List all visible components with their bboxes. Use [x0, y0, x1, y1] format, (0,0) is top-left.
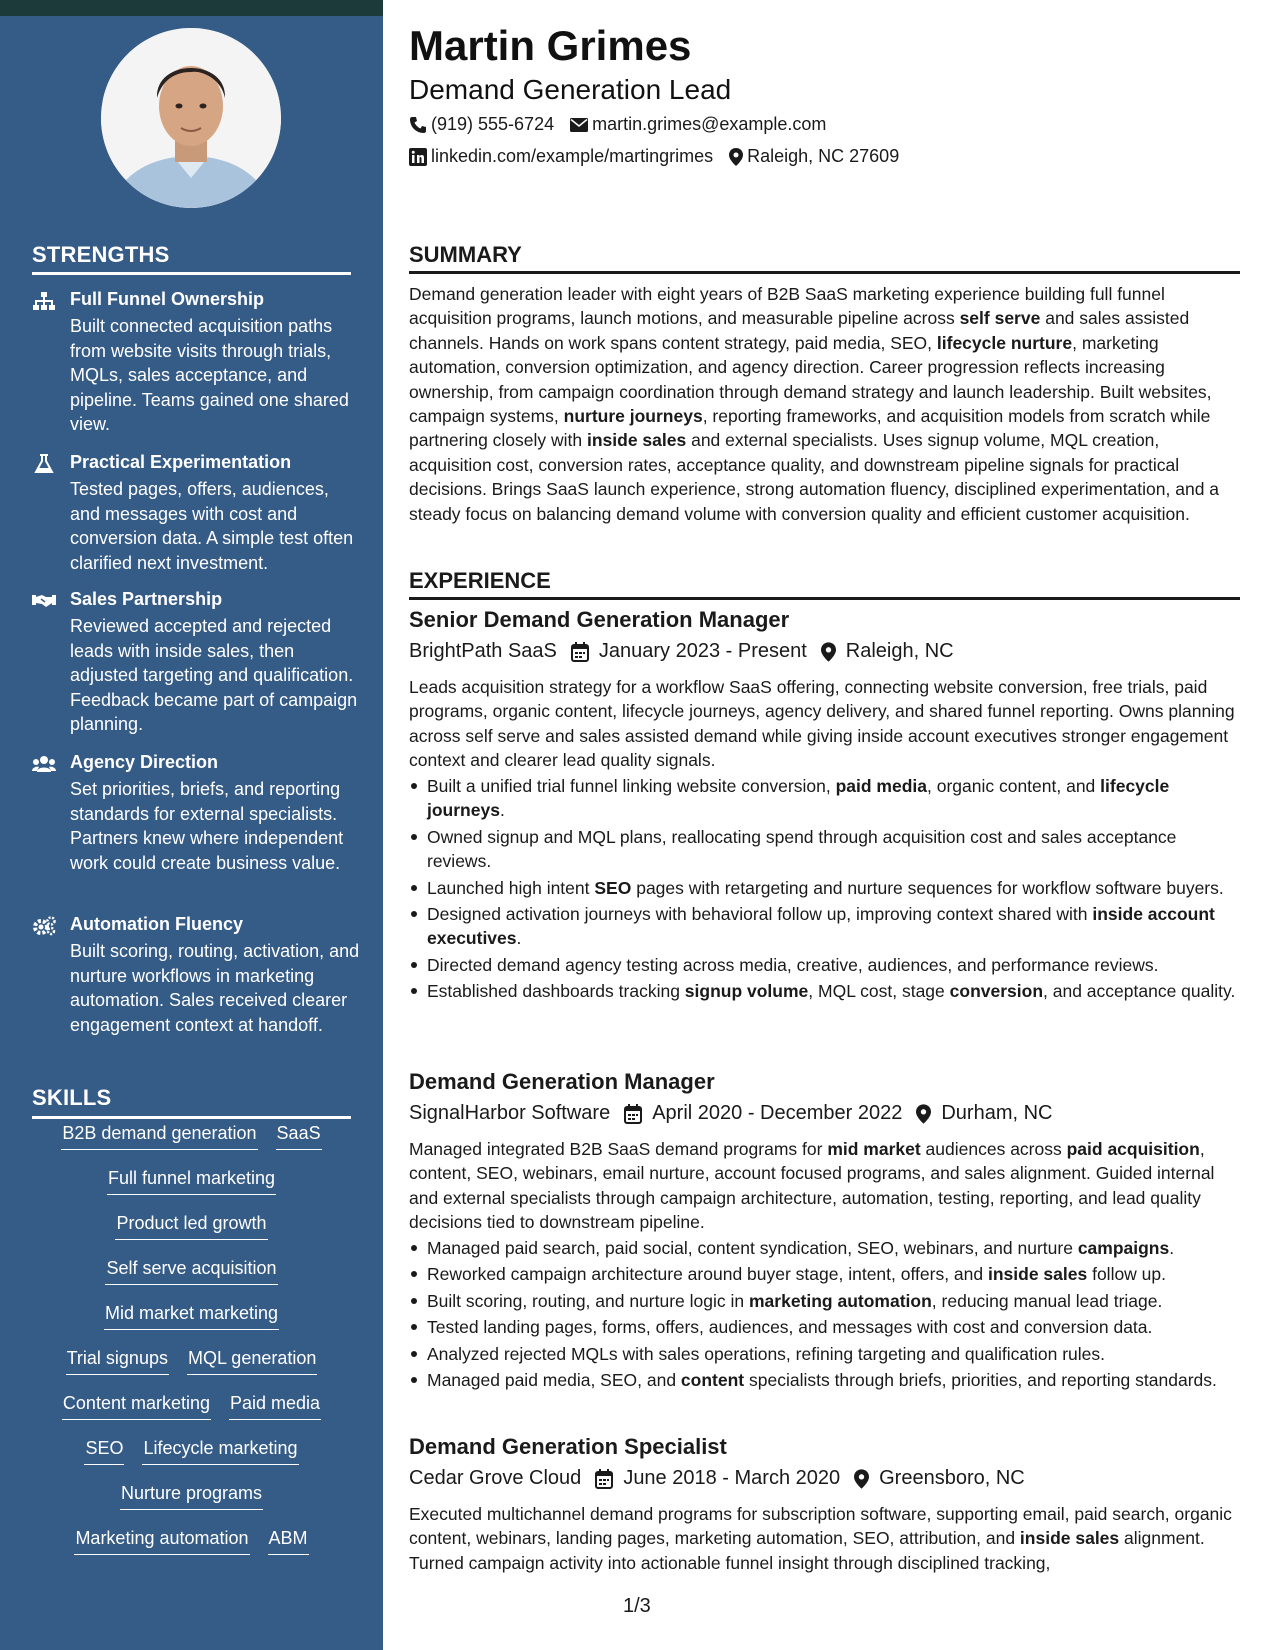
job-title: Demand Generation Specialist: [409, 1434, 727, 1459]
dates-text: January 2023 - Present: [598, 640, 807, 662]
top-border: [383, 0, 1275, 4]
text-run: Reworked campaign architecture around buyer stage, intent, offers, and: [427, 1264, 988, 1285]
linkedin-icon: [409, 148, 427, 166]
skill-tag: Full funnel marketing: [107, 1165, 276, 1195]
bullet-item: [409, 1289, 1240, 1313]
strength-description: Built connected acquisition paths from website visits through trials, MQLs, sales acceptance, and pipeline. Teams gained one shared view.: [70, 316, 349, 434]
skill-tag: MQL generation: [187, 1345, 317, 1375]
skill-tag: Trial signups: [66, 1345, 169, 1375]
job-description: [409, 675, 1240, 773]
candidate-title: Demand Generation Lead: [409, 74, 732, 105]
job-title: Senior Demand Generation Manager: [409, 607, 790, 632]
bullet-item: [409, 825, 1240, 874]
phone-contact: [409, 114, 554, 135]
map-pin-icon: [729, 148, 743, 166]
skill-tag: Mid market marketing: [104, 1300, 279, 1330]
text-run: .: [516, 928, 522, 949]
location-text: Raleigh, NC: [845, 640, 954, 662]
skill-row: [32, 1300, 351, 1345]
skill-tag: Paid media: [229, 1390, 321, 1420]
skills-rule: [32, 1116, 351, 1119]
users-icon: [32, 754, 56, 774]
text-run: , and acceptance quality.: [1043, 981, 1236, 1002]
emphasis-text: signup volume: [684, 981, 809, 1002]
skill-tag: Content marketing: [62, 1390, 211, 1420]
location-text: Greensboro, NC: [879, 1467, 1025, 1489]
skill-row: [32, 1390, 351, 1435]
text-run: Leads acquisition strategy for a workflow SaaS offering, connecting website conversion, free trials, paid programs, organic content, lifecycle journeys, agency delivery, and shared funnel reporting. Owns planning across self serve and sales assisted demand while giving inside account executives stronger engagement context and clearer lead quality signals.: [409, 677, 1235, 771]
job-bullets: [409, 774, 1240, 1006]
emphasis-text: inside sales: [1019, 1528, 1120, 1549]
contact-row: [409, 114, 842, 135]
text-run: Managed integrated B2B SaaS demand programs for: [409, 1139, 828, 1159]
emphasis-text: SEO: [594, 877, 632, 898]
text-run: Launched high intent: [427, 877, 595, 898]
contact-row: [409, 146, 915, 167]
text-run: Established dashboards tracking: [427, 981, 685, 1002]
company: [409, 640, 557, 663]
text-run: Managed paid media, SEO, and: [427, 1370, 681, 1391]
strength-title: Automation Fluency: [70, 914, 244, 934]
skill-tag: Nurture programs: [120, 1480, 263, 1510]
emphasis-text: conversion: [949, 981, 1044, 1002]
calendar-icon: [571, 642, 589, 662]
skill-tag: Product led growth: [115, 1210, 267, 1240]
strength-title: Agency Direction: [70, 752, 219, 772]
bullet-item: [409, 1262, 1240, 1286]
text-run: follow up.: [1087, 1264, 1167, 1285]
emphasis-text: marketing automation: [748, 1290, 932, 1311]
linkedin-url[interactable]: linkedin.com/example/martingrimes: [431, 146, 714, 166]
skill-row: [32, 1165, 351, 1210]
company-name: Cedar Grove Cloud: [409, 1467, 582, 1489]
emphasis-text: paid acquisition: [1066, 1139, 1200, 1159]
text-run: , marketing automation, conversion optimization, and agency direction. Career progression reflects increasing ownership, from campaign coordination through demand strategy and launch leadership. Built websites, campaign systems,: [409, 332, 1212, 427]
skill-tag: Self serve acquisition: [105, 1255, 277, 1285]
skill-tag: B2B demand generation: [61, 1120, 257, 1150]
text-run: , organic content, and: [926, 776, 1101, 796]
skill-tag: SEO: [84, 1435, 124, 1465]
job-location: [854, 1467, 1025, 1490]
bullet-item: [409, 876, 1240, 900]
job-bullets: [409, 1236, 1240, 1394]
text-run: , reducing manual lead triage.: [931, 1290, 1163, 1311]
text-run: Designed activation journeys with behavioral follow up, improving context shared with: [427, 904, 1093, 925]
job-meta: [409, 1467, 1039, 1490]
emphasis-text: inside sales: [987, 1264, 1088, 1285]
text-run: Built a unified trial funnel linking website conversion,: [427, 776, 836, 796]
job-meta: [409, 1102, 1067, 1125]
emphasis-text: campaigns: [1077, 1238, 1170, 1258]
bullet-item: [409, 953, 1240, 977]
strengths-rule: [32, 272, 351, 275]
strength-description: Reviewed accepted and rejected leads with inside sales, then adjusted targeting and qualification. Feedback became part of campaign planning.: [70, 616, 358, 734]
skill-row: [32, 1480, 351, 1525]
company-name: SignalHarbor Software: [409, 1102, 611, 1124]
skill-row: [32, 1255, 351, 1300]
summary-rule: [409, 271, 1240, 274]
emphasis-text: mid market: [827, 1139, 921, 1159]
experience-heading: EXPERIENCE: [409, 568, 551, 593]
location-text: Durham, NC: [941, 1102, 1053, 1124]
calendar-icon: [624, 1104, 642, 1124]
company: [409, 1467, 581, 1490]
dates-text: June 2018 - March 2020: [623, 1467, 841, 1489]
job-title: Demand Generation Manager: [409, 1069, 715, 1094]
bullet-item: [409, 1315, 1240, 1339]
bullet-item: [409, 1236, 1240, 1260]
text-run: Tested landing pages, forms, offers, audiences, and messages with cost and conversion data.: [427, 1317, 1153, 1338]
sidebar: [0, 0, 383, 1650]
strengths-heading: STRENGTHS: [32, 242, 170, 267]
strength-title: Sales Partnership: [70, 589, 223, 609]
text-run: Executed multichannel demand programs for subscription software, supporting email, paid search, organic content, webinars, landing pages, marketing automation, SEO, attribution, and: [409, 1504, 1232, 1549]
summary-heading: SUMMARY: [409, 242, 522, 267]
emphasis-text: inside account executives: [427, 904, 1215, 949]
emphasis-text: lifecycle journeys: [427, 776, 1170, 821]
skill-tag: ABM: [268, 1525, 309, 1555]
emphasis-text: self serve: [959, 308, 1041, 329]
emphasis-text: content: [680, 1370, 745, 1391]
text-run: Demand generation leader with eight years of B2B SaaS marketing experience building full funnel acquisition programs, launch motions, and measurable pipeline across: [409, 284, 1165, 329]
text-run: Analyzed rejected MQLs with sales operations, refining targeting and qualification rules.: [427, 1343, 1106, 1364]
skill-row: [32, 1120, 351, 1165]
text-run: , content, SEO, webinars, email nurture, account focused programs, and sales alignment. Guided internal and external specialists through campaign architecture, automation, testing, reporting, and lead quality decisions tied to downstream pipeline.: [409, 1139, 1215, 1233]
map-pin-icon: [854, 1469, 869, 1489]
bullet-item: [409, 774, 1240, 823]
bullet-item: [409, 902, 1240, 951]
bullet-item: [409, 1342, 1240, 1366]
email-address[interactable]: martin.grimes@example.com: [592, 114, 827, 134]
skill-row: [32, 1345, 351, 1390]
emphasis-text: nurture journeys: [563, 406, 703, 427]
sitemap-icon: [32, 291, 56, 311]
text-run: Managed paid search, paid social, content syndication, SEO, webinars, and nurture: [427, 1238, 1078, 1258]
envelope-icon: [570, 118, 588, 132]
emphasis-text: paid media: [835, 776, 927, 796]
job-dates: [624, 1102, 902, 1125]
map-pin-icon: [916, 1104, 931, 1124]
flask-icon: [32, 454, 56, 474]
phone-number: (919) 555-6724: [431, 114, 555, 134]
strength-description: Tested pages, offers, audiences, and messages with cost and conversion data. A simple test often clarified next investment.: [70, 479, 354, 573]
bullet-item: [409, 1368, 1240, 1392]
job-dates: [571, 640, 807, 663]
company-name: BrightPath SaaS: [409, 640, 557, 662]
bullet-item: [409, 979, 1240, 1003]
linkedin-contact[interactable]: [409, 146, 713, 167]
dates-text: April 2020 - December 2022: [652, 1102, 903, 1124]
summary-text: [409, 282, 1240, 526]
location-text: Raleigh, NC 27609: [747, 146, 900, 166]
strength-description: Set priorities, briefs, and reporting standards for external specialists. Partners knew where independent work could create business value.: [70, 779, 344, 873]
job-description: [409, 1137, 1240, 1235]
text-run: , reporting frameworks, and acquisition models from scratch while partnering closely with: [409, 406, 1211, 451]
text-run: and sales assisted channels. Hands on work spans content strategy, paid media, SEO,: [409, 308, 1190, 353]
skill-tag: Marketing automation: [74, 1525, 249, 1555]
email-contact[interactable]: [570, 114, 826, 135]
text-run: pages with retargeting and nurture sequences for workflow software buyers.: [631, 877, 1224, 898]
emphasis-text: inside sales: [587, 430, 687, 451]
text-run: Built scoring, routing, and nurture logic in: [427, 1290, 749, 1311]
company: [409, 1102, 610, 1125]
handshake-icon: [32, 591, 56, 611]
skill-tag: Lifecycle marketing: [142, 1435, 298, 1465]
skill-row: [32, 1210, 351, 1255]
job-meta: [409, 640, 968, 663]
text-run: Owned signup and MQL plans, reallocating spend through acquisition cost and sales acceptance reviews.: [427, 826, 1177, 872]
text-run: .: [1169, 1238, 1175, 1258]
skills-list: [32, 1120, 351, 1570]
location-contact: [729, 146, 899, 167]
strength-description: Built scoring, routing, activation, and nurture workflows in marketing automation. Sales received clearer engagement context at handoff.: [70, 941, 360, 1035]
gears-icon: [32, 916, 56, 936]
text-run: , MQL cost, stage: [808, 981, 950, 1002]
calendar-icon: [595, 1469, 613, 1489]
job-dates: [595, 1467, 840, 1490]
strength-title: Full Funnel Ownership: [70, 289, 265, 309]
page-number: 1/3: [623, 1595, 651, 1617]
text-run: specialists through briefs, priorities, and reporting standards.: [744, 1370, 1217, 1391]
map-pin-icon: [821, 642, 836, 662]
profile-photo: [101, 28, 281, 208]
text-run: audiences across: [920, 1139, 1067, 1159]
text-run: .: [499, 800, 505, 821]
phone-icon: [409, 116, 427, 134]
skills-heading: SKILLS: [32, 1085, 112, 1110]
skill-tag: SaaS: [276, 1120, 322, 1150]
emphasis-text: lifecycle nurture: [936, 332, 1073, 353]
job-description: [409, 1502, 1240, 1575]
job-location: [916, 1102, 1052, 1125]
text-run: and external specialists. Uses signup volume, MQL creation, acquisition cost, conversion rates, acceptance quality, and downstream pipeline signals for practical decisions. Brings SaaS launch experience, strong automation fluency, disciplined experimentation, and a steady focus on balancing demand volume with conversion quality and efficient customer acquisition.: [409, 430, 1220, 524]
skill-row: [32, 1525, 351, 1570]
sidebar-top-bar: [0, 0, 383, 16]
candidate-name: Martin Grimes: [409, 22, 692, 69]
strength-title: Practical Experimentation: [70, 452, 292, 472]
experience-rule: [409, 597, 1240, 600]
job-location: [821, 640, 954, 663]
skill-row: [32, 1435, 351, 1480]
text-run: alignment. Turned campaign activity into actionable funnel insight through disciplined tracking,: [409, 1528, 1205, 1573]
text-run: Directed demand agency testing across media, creative, audiences, and performance reviews.: [427, 954, 1159, 975]
